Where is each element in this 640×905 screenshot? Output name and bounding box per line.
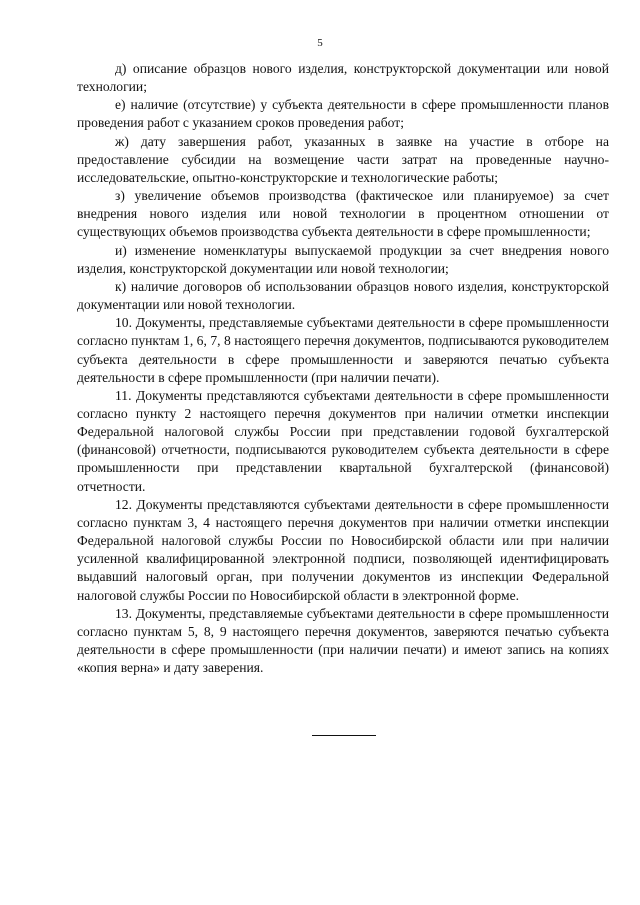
list-item-z: з) увеличение объемов производства (фактическое или планируемое) за счет внедрения нового изделия или новой технологии в процентном отношении от существующих объемов производства субъекта деятельности в сфере промышленности;: [77, 188, 609, 240]
list-item-zh: ж) дату завершения работ, указанных в заявке на участие в отборе на предоставление субсидии на возмещение части затрат на проведенные научно-исследовательские, опытно-конструкторские и технологические работы;: [77, 133, 609, 185]
clause-12: 12. Документы представляются субъектами деятельности в сфере промышленности согласно пунктам 3, 4 настоящего перечня документов при наличии отметки инспекции Федеральной налоговой службы России по Новосибирской области или при наличии усиленной квалифицированной электронной подписи, позволяющей идентифицировать выдавший налоговый орган, при получении документов из инспекции Федеральной налоговой службы России по Новосибирской области в электронной форме.: [77, 496, 609, 603]
list-item-d: д) описание образцов нового изделия, конструкторской документации или новой технологии;: [77, 61, 609, 95]
list-item-e: е) наличие (отсутствие) у субъекта деятельности в сфере промышленности планов проведения работ с указанием сроков проведения работ;: [77, 97, 609, 131]
page-number: 5: [317, 37, 323, 49]
end-of-document-line: [312, 735, 376, 736]
list-item-k: к) наличие договоров об использовании образцов нового изделия, конструкторской документации или новой технологии.: [77, 278, 609, 313]
clause-13: 13. Документы, представляемые субъектами деятельности в сфере промышленности согласно пунктам 5, 8, 9 настоящего перечня документов, заверяются печатью субъекта деятельности в сфере промышленности (при наличии печати) и имеют запись на копиях «копия верна» и дату заверения.: [77, 605, 609, 676]
clause-10: 10. Документы, представляемые субъектами деятельности в сфере промышленности согласно пунктам 1, 6, 7, 8 настоящего перечня документов, подписываются руководителем субъекта деятельности в сфере промышленности и заверяются печатью субъекта деятельности в сфере промышленности (при наличии печати).: [77, 315, 609, 385]
document-body: [77, 60, 609, 677]
clause-11: 11. Документы представляются субъектами деятельности в сфере промышленности согласно пункту 2 настоящего перечня документов при наличии отметки инспекции Федеральной налоговой службы России при представлении годовой бухгалтерской (финансовой) отчетности, подписываются руководителем субъекта деятельности в сфере промышленности при представлении квартальной бухгалтерской (финансовой) отчетности.: [77, 387, 609, 494]
list-item-i: и) изменение номенклатуры выпускаемой продукции за счет внедрения нового изделия, конструкторской документации или новой технологии;: [77, 242, 609, 276]
